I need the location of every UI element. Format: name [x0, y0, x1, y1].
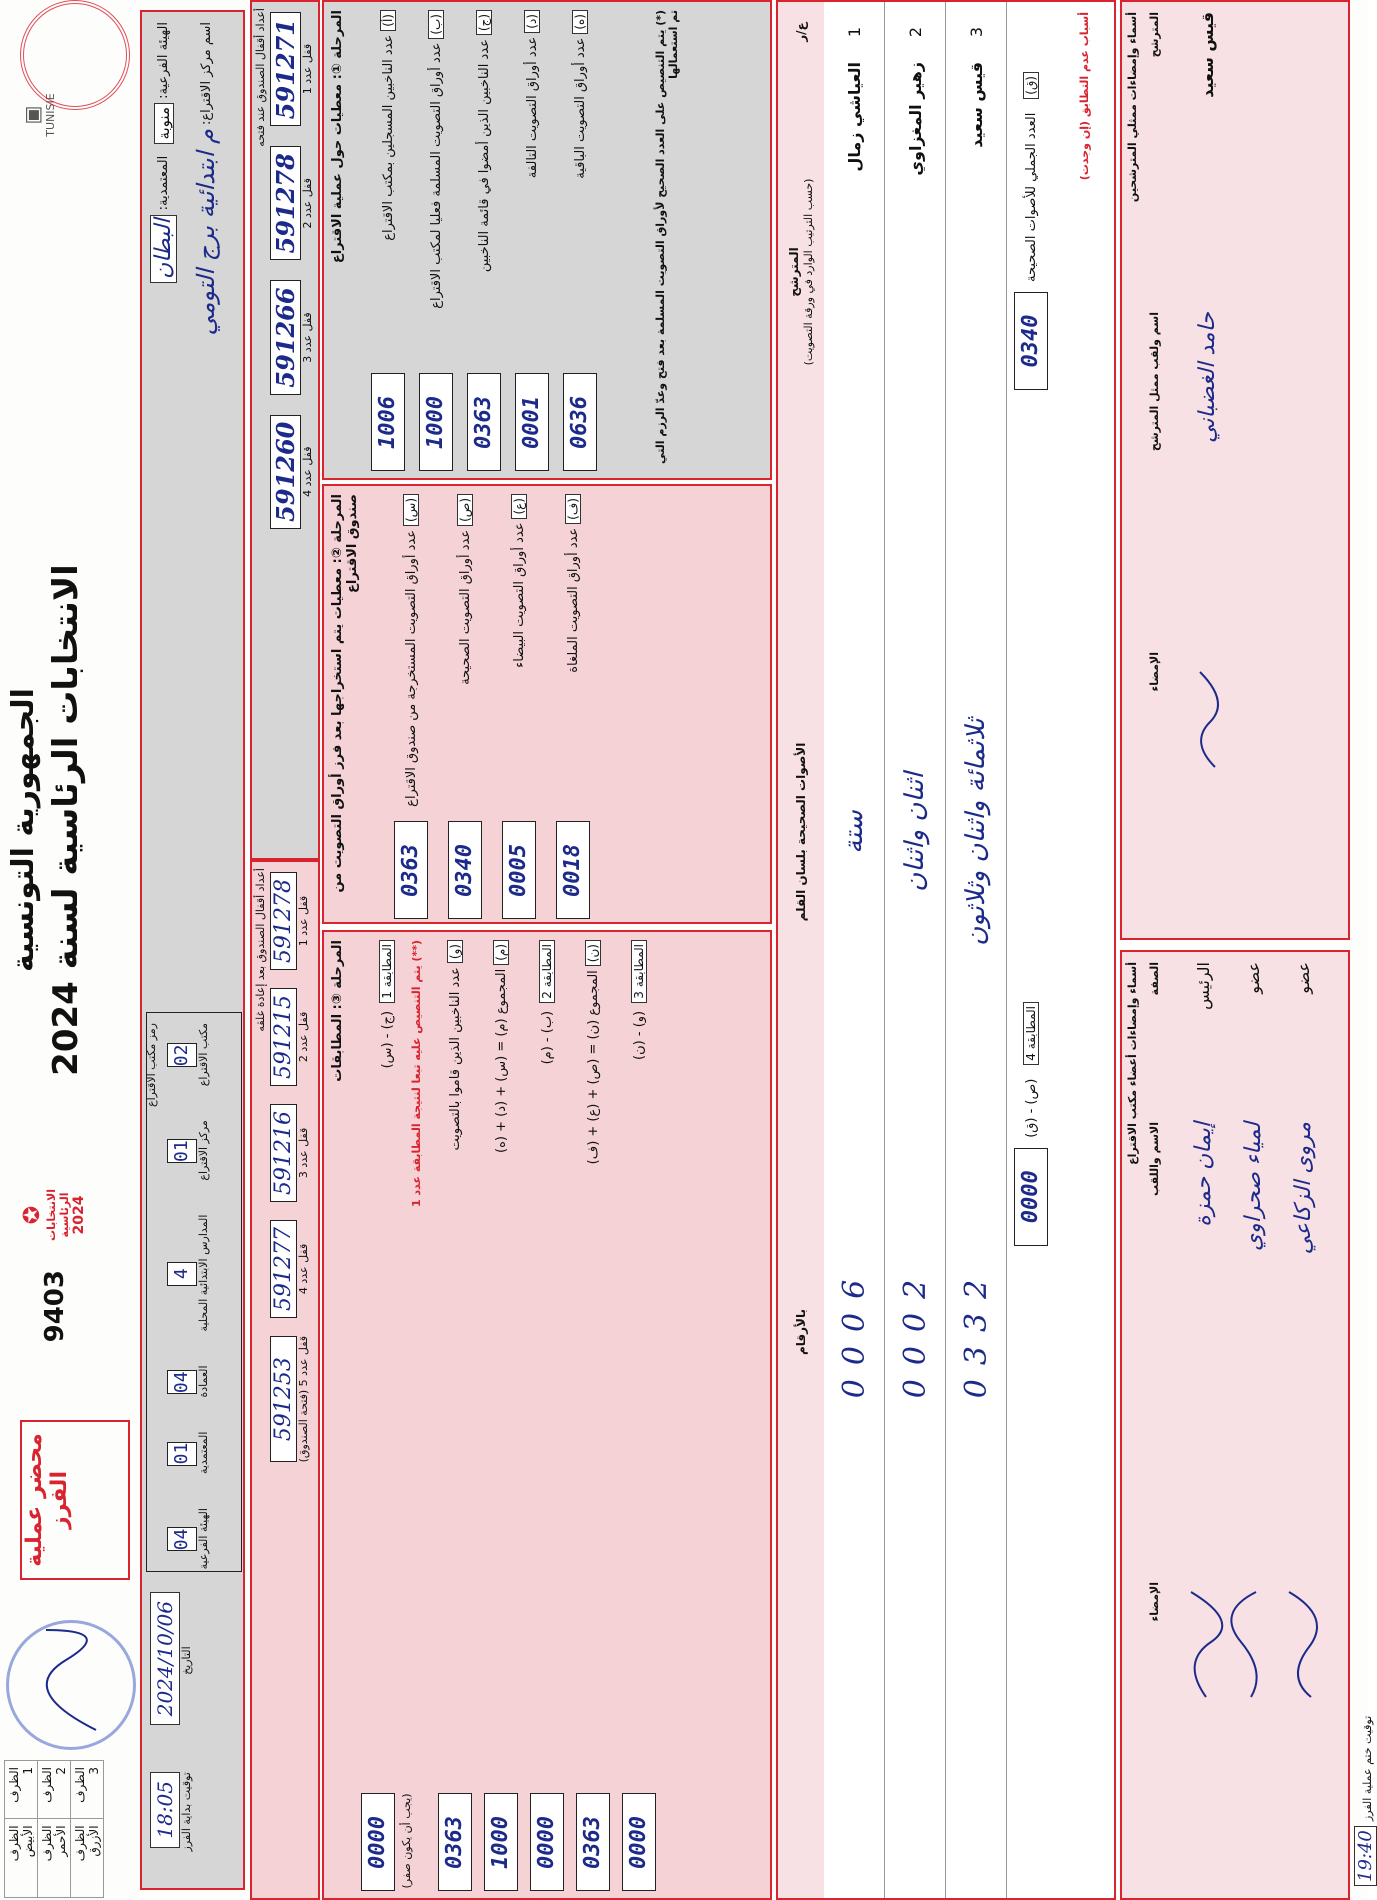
code-field: 4 المدارس الابتدائية المحلية: [167, 1215, 210, 1332]
stage1-row: (د)عدد أوراق التصويت التالفة 0001: [508, 10, 556, 470]
code-field: 01 المعتمدية: [167, 1432, 210, 1475]
flag-icon: ✪: [20, 1205, 45, 1225]
member-row: الرئيس إيمان حمزة: [1178, 962, 1228, 1892]
sum1-row: (م)المجموع (م) = (س) + (د) + (ه) 1000: [478, 940, 524, 1890]
stage2-row: (س)عدد أوراق التصويت المستخرجة من صندوق الاقتراع 0363: [384, 494, 438, 918]
stage2-rows: [384, 494, 600, 918]
signature-icon: [1181, 1582, 1225, 1842]
republic-title: الجمهورية التونسية: [6, 688, 41, 972]
brand-year: 2024: [71, 1195, 87, 1235]
lock-field: 591253 قفل عدد 5 (فتحة الصندوق): [271, 1335, 310, 1463]
isie-icon: ▣: [20, 105, 44, 125]
lock-field: 591271 قفل عدد 1: [270, 12, 314, 126]
header: [0, 0, 140, 1900]
representative-row: قيس سعيد حامد الغضباني: [1182, 12, 1232, 932]
result-row: 3 قيس سعيد ثلاثمائة واثنان وثلاثون 0332: [946, 2, 1007, 1898]
representatives: أسماء وإمضاءات ممثلي المترشحين المترشح اسم ولقب ممثل المترشح الإمضاء قيس سعيد حامد الغضباني: [1120, 0, 1350, 940]
stage2-row: (ص)عدد أوراق التصويت الصحيحة 0340: [438, 494, 492, 918]
locks-after: أعداد أقفال الصندوق بعد إعادة غلقه 591278 قفل عدد 1 591215 قفل عدد 2 591216 قفل عدد 3 591277 قفل عدد 4 591253 قفل عدد 5 (فتحة الصندوق): [250, 860, 320, 1900]
stage2-row: (ف)عدد أوراق التصويت الملغاة 0018: [546, 494, 600, 918]
sum2-row: (ن)المجموع (ن) = (ص) + (ع) + (ف) 0363: [570, 940, 616, 1890]
stage3-note: (**) يتم التنصيص عليه تبعا لنتيجة المطابقة عدد 1: [410, 940, 423, 1207]
match1-row: المطابقة 1 (ج) - (س) 0000 (يجب أن يكون صفر): [364, 940, 410, 1890]
result-row: 1 العياشي زمال ستة 0006: [824, 2, 885, 1898]
signature-icon: [1281, 1582, 1325, 1842]
code-field: 01 مركز الاقتراع: [167, 1120, 210, 1180]
start-time-field: 18:05 توقيت بداية الفرز: [150, 1772, 193, 1852]
stamp-signature-icon: [6, 1620, 136, 1750]
stage3: المرحلة ③: المطابقات المطابقة 1 (ج) - (س) 0000 (يجب أن يكون صفر) (**) يتم التنصيص عليه تبعا لنتيجة المطابقة عدد 1 (و)عدد الناخبين الذين قاموا بالتصويت 0363 (م)المجموع (م) = (س) + (د) + (ه) 1000 المطابقة 2 (ب) - (م) 0000 (ن)المجموع (ن) = (ص) + (ع) + (ف) 0363 المطابقة 3 (و) - (ن) 0000: [322, 930, 772, 1900]
code-field: 04 الهيئة الفرعية: [167, 1508, 210, 1569]
municipality-value: البطان: [150, 215, 177, 283]
lock-field: 591278 قفل عدد 1: [270, 872, 310, 970]
end-time-field: توقيت ختم عملية الفرز 19:40: [1354, 1716, 1377, 1890]
election-title: الانتخابات الرئاسية لسنة 2024: [46, 564, 86, 1076]
envelope-legend: الظرف 1 الظرف الأبيض الظرف 2 الظرف الأحمر الظرف 3 الظرف الأزرق: [4, 1760, 134, 1900]
stage1-row: (ه)عدد أوراق التصويت الباقية 0636: [556, 10, 604, 470]
members-header: الصفة الاسم واللقب الإمضاء: [1148, 962, 1161, 1622]
members: أسماء وإمضاءات أعضاء مكتب الاقتراع الصفة الاسم واللقب الإمضاء الرئيس إيمان حمزة عضو لمياء صحراوي عضو مروى الزكاعي: [1120, 950, 1350, 1900]
code-field: 04 العمادة: [167, 1365, 210, 1397]
member-row: عضو مروى الزكاعي: [1278, 962, 1328, 1892]
match3-row: المطابقة 3 (و) - (ن) 0000: [616, 940, 662, 1890]
lock-field: 591266 قفل عدد 3: [270, 280, 314, 394]
result-row: 2 زهير المغزاوي اثنان واثنان 0002: [885, 2, 946, 1898]
lock-field: 591215 قفل عدد 2: [270, 988, 310, 1086]
lock-field: 591216 قفل عدد 3: [270, 1104, 310, 1202]
stage1-row: (ب)عدد أوراق التصويت المسلمة فعليا لمكتب الاقتراع 1000: [412, 10, 460, 470]
mismatch-reasons: أسباب عدم التطابق (إن وجدت): [1078, 12, 1091, 181]
center-value: م ابتدائية برج التومي: [192, 129, 220, 336]
office-info: الهيئة الفرعية : منوبة المعتمدية : البطان اسم مركز الاقتراع : م ابتدائية برج التومي رمز مكتب الاقتراع 02 مكتب الاقتراع 01 مركز الاقتراع 4 المدارس الابتدائية المحلية 04 العمادة 01 المعتمدية 04 الهيئة الفرعية 2024/10/06 التاريخ 18:05 توقيت بداية الفرز: [140, 10, 245, 1890]
signature-icon: [1231, 1582, 1275, 1842]
match2-row: المطابقة 2 (ب) - (م) 0000: [524, 940, 570, 1890]
minutes-title: محضر عملية الفرز: [20, 1420, 130, 1580]
brand-logo: [20, 1180, 87, 1250]
isie-logo: ▣ TUNISIE: [20, 80, 57, 150]
results-header: ع/ر المترشح (حسب الترتيب الوارد في ورقة التصويت) الأصوات الصحيحة بلسان القلم بالأرقام: [778, 2, 824, 1898]
office-code: رمز مكتب الاقتراع 02 مكتب الاقتراع 01 مركز الاقتراع 4 المدارس الابتدائية المحلية 04 العمادة 01 المعتمدية 04 الهيئة الفرعية: [146, 1012, 242, 1572]
delegation-value: منوبة: [154, 103, 174, 144]
results-table: [776, 0, 1116, 1900]
stage1-row: (أ)عدد الناخبين المسجلين بمكتب الاقتراع 1006: [364, 10, 412, 470]
voters-row: (و)عدد الناخبين الذين قاموا بالتصويت 0363: [432, 940, 478, 1890]
stage1-note: (*) يتم التنصيص على العدد الصحيح لأوراق التصويت المسلمة بعد فتح وعدّ الرزم التي تم استعمالها: [654, 10, 680, 464]
page-number: 9403: [40, 1270, 70, 1343]
stage2-row: (ع)عدد أوراق التصويت البيضاء 0005: [492, 494, 546, 918]
total-row: (ق) العدد الجملي للأصوات الصحيحة 0340: [1014, 72, 1048, 389]
member-row: عضو لمياء صحراوي: [1228, 962, 1278, 1892]
representatives-header: المترشح اسم ولقب ممثل المترشح الإمضاء: [1148, 12, 1161, 692]
official-stamp-red: [20, 0, 130, 110]
brand-line2: الرئاسية: [58, 1192, 71, 1238]
code-field: 02 مكتب الاقتراع: [167, 1023, 210, 1086]
lock-field: 591278 قفل عدد 2: [270, 146, 314, 260]
lock-field: 591277 قفل عدد 4: [270, 1220, 310, 1318]
lock-field: 591260 قفل عدد 4: [270, 415, 314, 529]
signature-icon: [1185, 652, 1229, 912]
brand-line1: الانتخابات: [45, 1189, 58, 1241]
match4-row: المطابقة 4 (ص) - (ق) 0000: [1014, 1002, 1048, 1244]
stage1-row: (ج)عدد الناخبين الذين أمضوا في قائمة الناخبين 0363: [460, 10, 508, 470]
stage1: المرحلة ①: معطيات حول عملية الاقتراع (أ)عدد الناخبين المسجلين بمكتب الاقتراع 1006 (ب)عدد أوراق التصويت المسلمة فعليا لمكتب الاقتراع 1000 (ج)عدد الناخبين الذين أمضوا في قائمة الناخبين 0363 (د)عدد أوراق التصويت التالفة 0001 (ه)عدد أوراق التصويت الباقية 0636 (*) يتم التنصيص على العدد الصحيح لأوراق التصويت المسلمة بعد فتح وعدّ الرزم التي تم استعمالها: [322, 0, 772, 480]
date-field: 2024/10/06 التاريخ: [150, 1592, 193, 1729]
stage2: المرحلة ②: معطيات يتم استخراجها بعد فرز أوراق التصويت من صندوق الاقتراع (س)عدد أوراق التصويت المستخرجة من صندوق الاقتراع 0363 (ص)عدد أوراق التصويت الصحيحة 0340 (ع)عدد أوراق التصويت البيضاء 0005 (ف)عدد أوراق التصويت الملغاة 0018: [322, 484, 772, 924]
locks-before: أعداد أقفال الصندوق عند فتحه 591271 قفل عدد 1 591278 قفل عدد 2 591266 قفل عدد 3 591260 قفل عدد 4: [250, 0, 320, 860]
results-rows: [824, 2, 1007, 1898]
stage3-rows: [364, 940, 662, 1890]
stage1-rows: [364, 10, 604, 470]
